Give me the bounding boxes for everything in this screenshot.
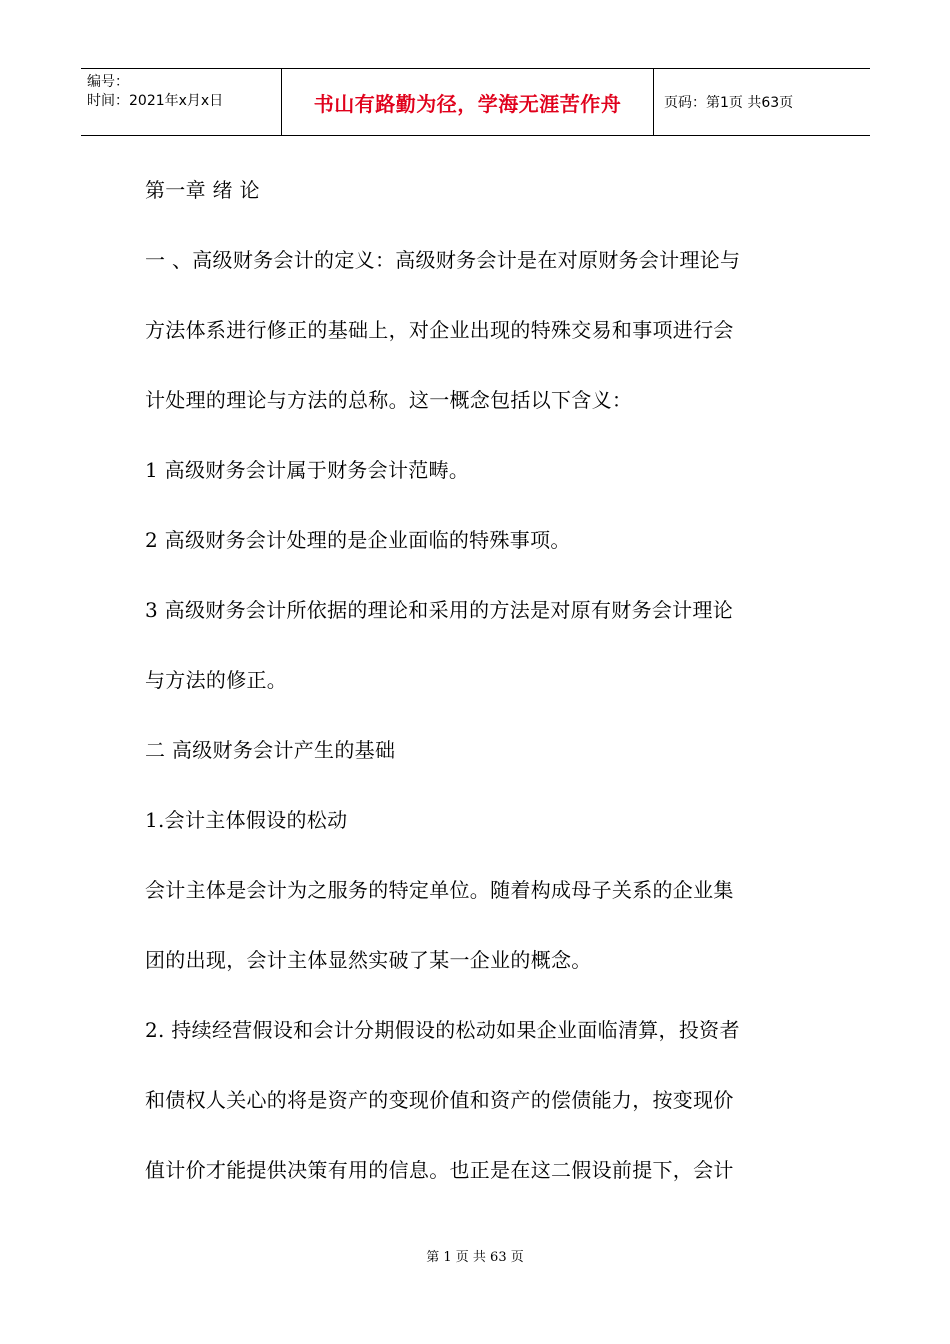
paragraph-line: 与方法的修正。	[145, 668, 288, 692]
page-footer: 第 1 页 共 63 页	[426, 1250, 524, 1265]
header-motto: 书山有路勤为径，学海无涯苦作舟	[282, 69, 654, 135]
header-meta	[81, 69, 282, 135]
header-page-number: 页码：第1页 共63页	[664, 95, 794, 111]
section-heading: 二 高级财务会计产生的基础	[145, 738, 396, 762]
subsection-heading: 2. 持续经营假设和会计分期假设的松动如果企业面临清算，投资者	[145, 1018, 740, 1042]
paragraph-line: 一 、高级财务会计的定义：高级财务会计是在对原财务会计理论与	[145, 248, 741, 272]
paragraph-line: 方法体系进行修正的基础上，对企业出现的特殊交易和事项进行会	[145, 318, 734, 342]
chapter-title: 第一章 绪 论	[145, 178, 260, 202]
code-label: 编号：	[87, 74, 129, 90]
page-header	[81, 68, 870, 136]
paragraph-line: 会计主体是会计为之服务的特定单位。随着构成母子关系的企业集	[145, 878, 734, 902]
paragraph-line: 和债权人关心的将是资产的变现价值和资产的偿债能力，按变现价	[145, 1088, 734, 1112]
list-item: 1 高级财务会计属于财务会计范畴。	[145, 458, 470, 482]
list-item: 3 高级财务会计所依据的理论和采用的方法是对原有财务会计理论	[145, 598, 734, 622]
paragraph-line: 团的出现，会计主体显然实破了某一企业的概念。	[145, 948, 592, 972]
paragraph-line: 值计价才能提供决策有用的信息。也正是在这二假设前提下，会计	[145, 1158, 734, 1182]
subsection-heading: 1.会计主体假设的松动	[145, 808, 348, 832]
date-label: 时间：2021年x月x日	[87, 93, 224, 109]
list-item: 2 高级财务会计处理的是企业面临的特殊事项。	[145, 528, 571, 552]
paragraph-line: 计处理的理论与方法的总称。这一概念包括以下含义：	[145, 388, 633, 412]
